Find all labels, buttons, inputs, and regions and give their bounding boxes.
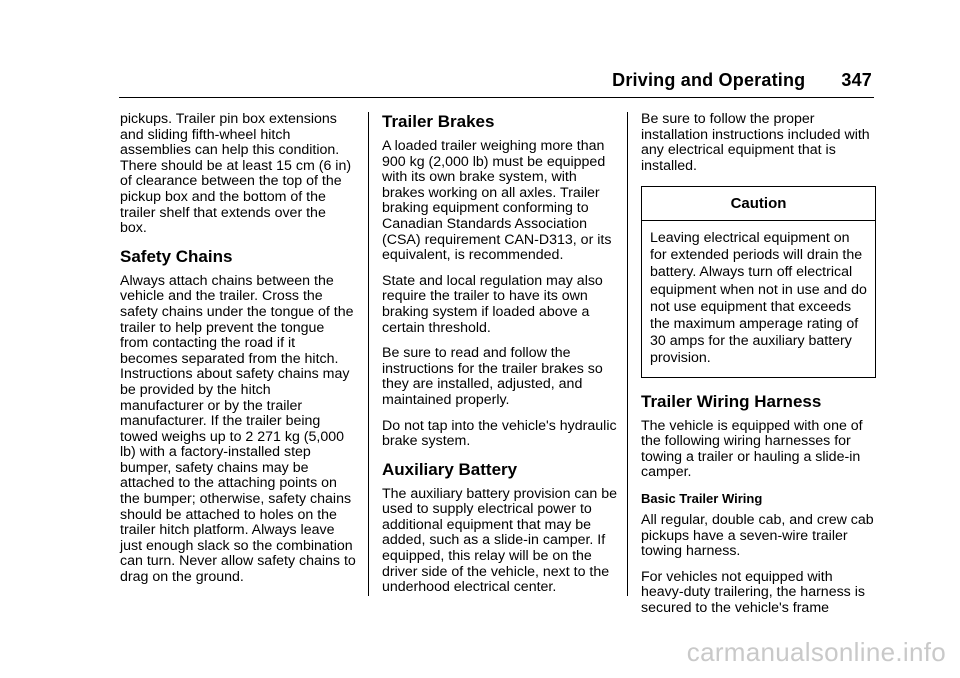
- heading-safety-chains: Safety Chains: [120, 246, 233, 266]
- page-number: 347: [841, 70, 872, 90]
- page-header: [612, 70, 872, 91]
- paragraph: Be sure to read and follow the instructions for the trailer brakes so they are installed, adjusted, and maintained properly.: [382, 345, 603, 408]
- paragraph: For vehicles not equipped with heavy-duty trailering, the harness is secured to the vehicle's frame: [641, 568, 865, 616]
- paragraph: All regular, double cab, and crew cab pickups have a seven-wire trailer towing harness.: [641, 511, 874, 560]
- caution-title: Caution: [642, 187, 875, 221]
- paragraph: The vehicle is equipped with one of the following wiring harnesses for towing a trailer or hauling a slide-in camper.: [641, 417, 863, 481]
- column-middle: [382, 112, 618, 606]
- subheading-basic-trailer-wiring: Basic Trailer Wiring: [641, 490, 763, 506]
- heading-trailer-brakes: Trailer Brakes: [382, 112, 495, 131]
- heading-trailer-wiring-harness: Trailer Wiring Harness: [641, 391, 822, 411]
- watermark: carmanualsonline.info: [686, 637, 946, 667]
- column-divider: [368, 112, 369, 596]
- column-right: [641, 112, 877, 627]
- paragraph: The auxiliary battery provision can be used to supply electrical power to additional equipment that may be added, such as a slide-in camper. If equipped, this relay will be on the driver side of the vehicle, next to the underhood electrical center.: [382, 485, 618, 596]
- paragraph: A loaded trailer weighing more than 900 kg (2,000 lb) must be equipped with its own brake system, with brakes working on all axles. Trailer braking equipment conforming to Canadian Standards Association (CSA) requirement CAN-D313, or its equivalent, is recommended.: [382, 138, 612, 264]
- caution-box: [641, 186, 876, 377]
- paragraph: Be sure to follow the proper installation instructions included with any electrical equipment that is installed.: [641, 111, 870, 174]
- heading-auxiliary-battery: Auxiliary Battery: [382, 459, 518, 479]
- paragraph: State and local regulation may also require the trailer to have its own braking system if loaded above a certain threshold.: [382, 272, 603, 336]
- column-left: [120, 112, 356, 596]
- section-title: Driving and Operating: [612, 70, 806, 90]
- caution-text: Leaving electrical equipment on for extended periods will drain the battery. Always turn off electrical equipment when not in use and do not use equipment that exceeds the maximum amperage rating of 30 amps for the auxiliary battery provision.: [650, 229, 867, 367]
- paragraph: Always attach chains between the vehicle and the trailer. Cross the safety chains under the tongue of the trailer to help prevent the tongue from contacting the road if it becomes separated from the hitch. Instructions about safety chains may be provided by the hitch manufacturer or by the trailer manufacturer. If the trailer being towed weighs up to 2 271 kg (5,000 lb) with a factory-installed step bumper, safety chains may be attached to the attaching points on the bumper; otherwise, safety chains should be attached to holes on the trailer hitch platform. Always leave just enough slack so the combination can turn. Never allow safety chains to drag on the ground.: [120, 272, 356, 586]
- column-divider: [627, 112, 628, 596]
- paragraph: pickups. Trailer pin box extensions and sliding fifth-wheel hitch assemblies can help this condition. There should be at least 15 cm (6 in) of clearance between the top of the pickup box and the bottom of the trailer shelf that extends over the box.: [120, 111, 352, 237]
- paragraph: Do not tap into the vehicle's hydraulic brake system.: [382, 417, 617, 450]
- header-rule: [119, 97, 874, 98]
